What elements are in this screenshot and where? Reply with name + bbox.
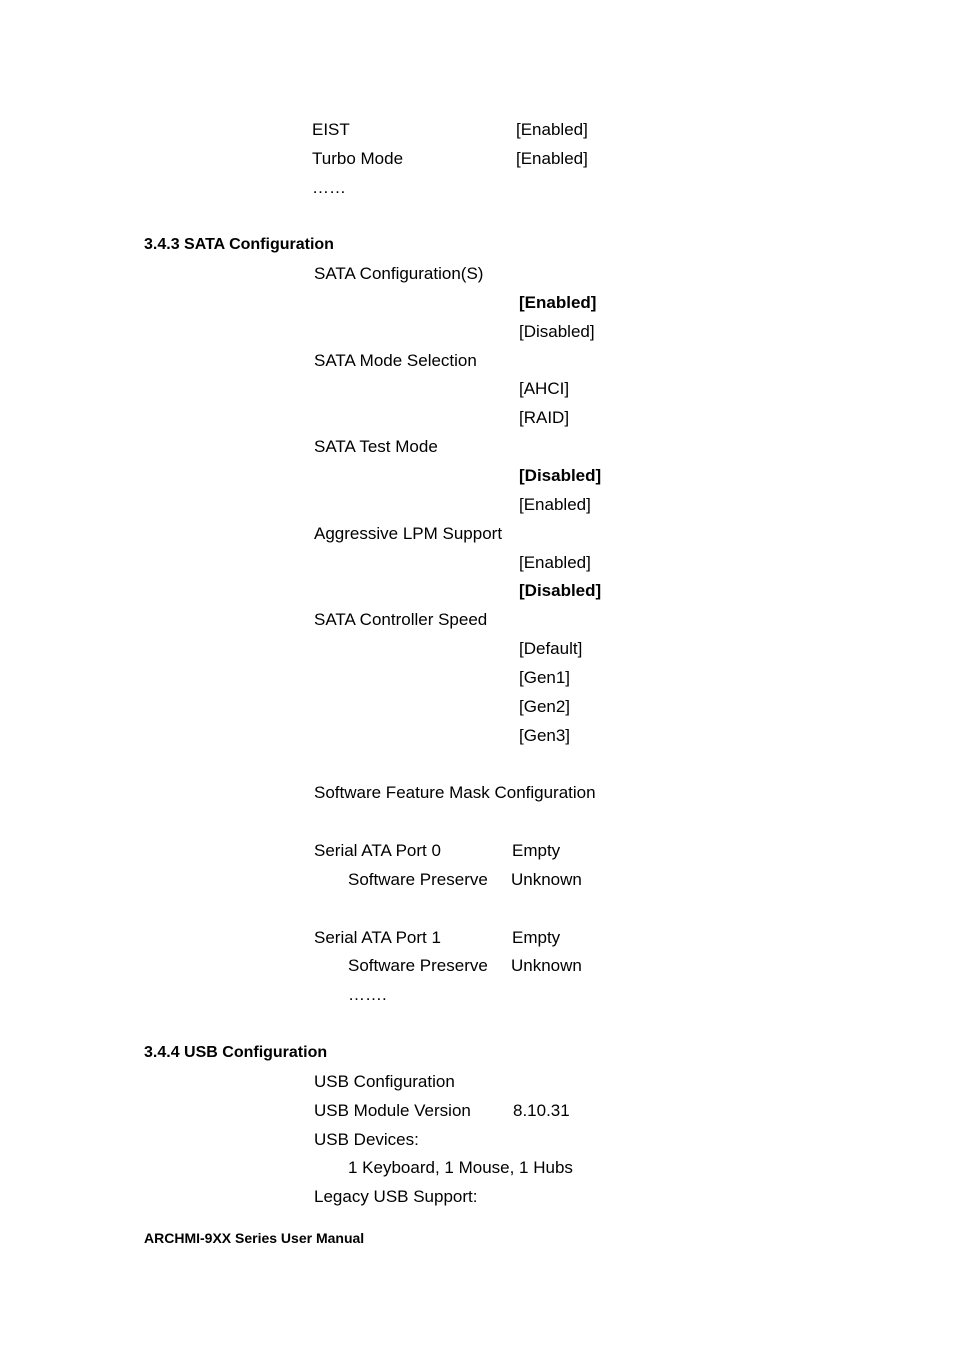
sata-mode-selection-label: SATA Mode Selection: [314, 351, 477, 370]
sata-test-mode-option-default: [Disabled]: [519, 466, 602, 485]
sata-mode-option: [RAID]: [519, 408, 570, 427]
section-heading-usb: 3.4.4 USB Configuration: [144, 1044, 328, 1061]
software-feature-mask-label: Software Feature Mask Configuration: [314, 783, 596, 802]
usb-devices-value: 1 Keyboard, 1 Mouse, 1 Hubs: [348, 1158, 573, 1177]
usb-module-version-label: USB Module Version: [314, 1101, 471, 1120]
sata-controller-speed-label: SATA Controller Speed: [314, 610, 488, 629]
software-preserve-1-value: Unknown: [511, 956, 582, 975]
eist-label: EIST: [312, 120, 350, 139]
serial-ata-port-1-label: Serial ATA Port 1: [314, 928, 441, 947]
usb-devices-label: USB Devices:: [314, 1130, 419, 1149]
sata-speed-option: [Gen3]: [519, 726, 571, 745]
software-preserve-0-value: Unknown: [511, 870, 582, 889]
usb-module-version-value: 8.10.31: [513, 1101, 570, 1120]
turbo-mode-value: [Enabled]: [516, 149, 588, 168]
serial-ata-port-1-value: Empty: [512, 928, 561, 947]
ellipsis: …….: [348, 985, 387, 1004]
sata-test-mode-option: [Enabled]: [519, 495, 591, 514]
sata-speed-option: [Gen1]: [519, 668, 571, 687]
sata-configuration-label: SATA Configuration(S): [314, 264, 484, 283]
sata-speed-option: [Gen2]: [519, 697, 571, 716]
turbo-mode-label: Turbo Mode: [312, 149, 404, 168]
eist-value: [Enabled]: [516, 120, 588, 139]
sata-mode-option: [AHCI]: [519, 379, 570, 398]
aggressive-lpm-option-default: [Disabled]: [519, 581, 602, 600]
sata-test-mode-label: SATA Test Mode: [314, 437, 438, 456]
sata-configuration-option: [Disabled]: [519, 322, 595, 341]
sata-configuration-option-default: [Enabled]: [519, 293, 597, 312]
aggressive-lpm-option: [Enabled]: [519, 553, 591, 572]
serial-ata-port-0-value: Empty: [512, 841, 561, 860]
software-preserve-1-label: Software Preserve: [348, 956, 488, 975]
page-footer: ARCHMI-9XX Series User Manual: [144, 1230, 365, 1246]
software-preserve-0-label: Software Preserve: [348, 870, 488, 889]
sata-speed-option: [Default]: [519, 639, 583, 658]
aggressive-lpm-label: Aggressive LPM Support: [314, 524, 503, 543]
section-heading-sata: 3.4.3 SATA Configuration: [144, 236, 334, 253]
usb-configuration-label: USB Configuration: [314, 1072, 455, 1091]
serial-ata-port-0-label: Serial ATA Port 0: [314, 841, 441, 860]
legacy-usb-support-label: Legacy USB Support:: [314, 1187, 478, 1206]
ellipsis: ……: [312, 178, 346, 197]
